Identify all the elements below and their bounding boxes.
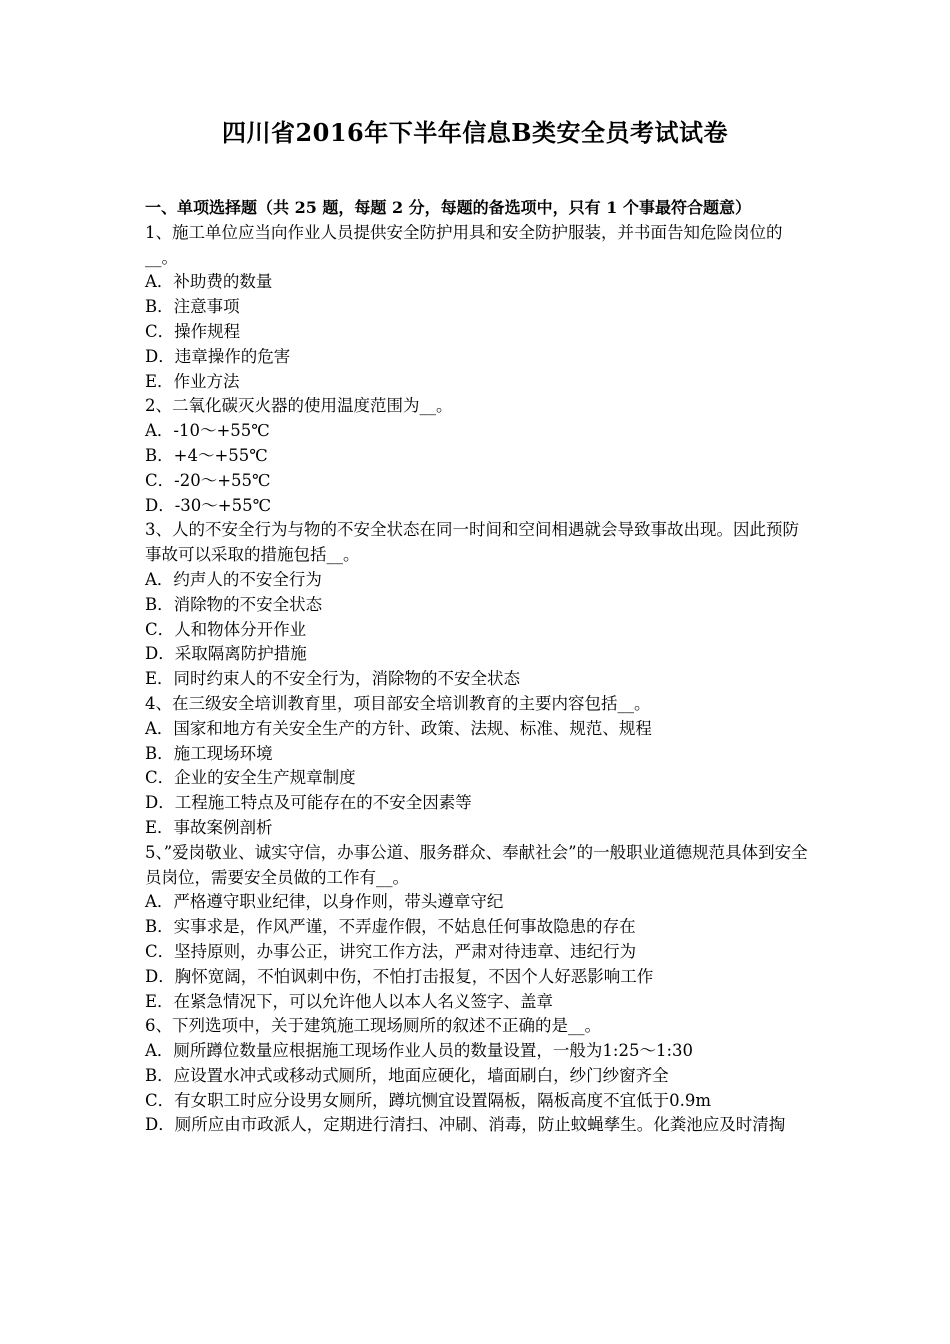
option-d: D．胸怀宽阔，不怕讽刺中伤，不怕打击报复，不因个人好恶影响工作 [145,966,654,986]
option-a: A．约声人的不安全行为 [145,569,322,589]
question-stem: 3、人的不安全行为与物的不安全状态在同一时间和空间相遇就会导致事故出现。因此预防事故可以采取的措施包括__。 [145,520,799,565]
option-c: C．-20～+55℃ [145,470,271,490]
section-heading: 一、单项选择题（共 25 题，每题 2 分，每题的备选项中，只有 1 个事最符合题意） [145,198,751,217]
option-b: B．应设置水冲式或移动式厕所，地面应硬化，墙面刷白，纱门纱窗齐全 [145,1065,669,1085]
option-e: E．事故案例剖析 [145,817,273,837]
question-4 [145,692,815,841]
option-a: A．国家和地方有关安全生产的方针、政策、法规、标准、规范、规程 [145,718,652,738]
question-1 [145,221,815,395]
question-stem: 4、在三级安全培训教育里，项目部安全培训教育的主要内容包括__。 [145,693,651,713]
option-c: C．操作规程 [145,321,241,341]
question-5 [145,841,815,1015]
option-c: C．企业的安全生产规章制度 [145,768,356,788]
option-b: B．消除物的不安全状态 [145,594,323,614]
option-b: B．+4～+55℃ [145,445,268,465]
question-stem: 5、”爱岗敬业、诚实守信，办事公道、服务群众、奉献社会”的一般职业道德规范具体到安全员岗位，需要安全员做的工作有__。 [145,842,808,887]
option-b: B．施工现场环境 [145,743,273,763]
question-stem: 1、施工单位应当向作业人员提供安全防护用具和安全防护服装，并书面告知危险岗位的__。 [145,222,783,267]
option-d: D．采取隔离防护措施 [145,644,307,664]
option-a: A．厕所蹲位数量应根据施工现场作业人员的数量设置，一般为1:25～1:30 [145,1041,694,1061]
option-b: B．注意事项 [145,297,240,317]
question-2 [145,394,815,518]
option-a: A．严格遵守职业纪律，以身作则，带头遵章守纪 [145,892,504,912]
option-d: D．违章操作的危害 [145,346,291,366]
exam-content [145,196,815,1138]
option-c: C．人和物体分开作业 [145,619,307,639]
option-d: D．-30～+55℃ [145,495,272,515]
option-e: E．同时约束人的不安全行为，消除物的不安全状态 [145,669,521,689]
option-b: B．实事求是，作风严谨，不弄虚作假，不姑息任何事故隐患的存在 [145,917,636,937]
option-e: E．作业方法 [145,371,240,391]
option-c: C．坚持原则，办事公正，讲究工作方法，严肃对待违章、违纪行为 [145,941,637,961]
option-d: D．工程施工特点及可能存在的不安全因素等 [145,793,472,813]
option-a: A．-10～+55℃ [145,421,270,441]
page-title: 四川省2016年下半年信息B类安全员考试试卷 [221,118,729,147]
question-stem: 6、下列选项中，关于建筑施工现场厕所的叙述不正确的是__。 [145,1016,601,1036]
option-d: D．厕所应由市政派人，定期进行清扫、冲刷、消毒，防止蚊蝇孳生。化粪池应及时清掏 [145,1115,786,1135]
question-stem: 2、二氧化碳灭火器的使用温度范围为__。 [145,396,453,416]
option-e: E．在紧急情况下，可以允许他人以本人名义签字、盖章 [145,991,554,1011]
question-3 [145,518,815,692]
option-c: C．有女职工时应分设男女厕所，蹲坑恻宜设置隔板，隔板高度不宜低于0.9m [145,1090,712,1110]
option-a: A．补助费的数量 [145,272,273,292]
question-6 [145,1014,815,1138]
